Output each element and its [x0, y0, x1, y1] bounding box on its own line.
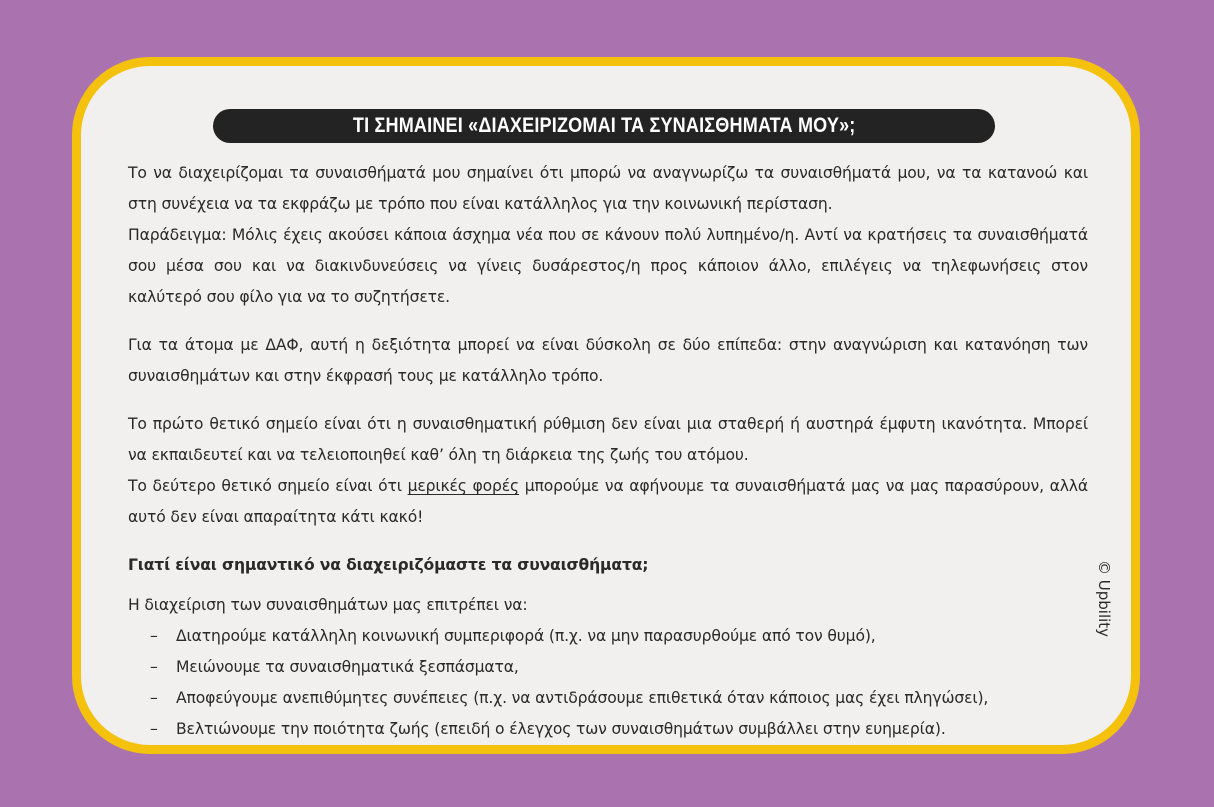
- example-paragraph: Παράδειγμα: Μόλις έχεις ακούσει κάποια άσχημα νέα που σε κάνουν πολύ λυπημένο/η. Αντί να κρατήσεις τα συναισθήματά σου μέσα σου και να διακινδυνεύσεις να γίνεις δυσάρεστος/η προς κάποιον άλλο, επιλέγεις να τηλεφωνήσεις στον καλύτερό σου φίλο για να το συζητήσετε.: [128, 226, 1088, 306]
- spacer: [128, 581, 1088, 590]
- asd-paragraph: Για τα άτομα με ΔΑΦ, αυτή η δεξιότητα μπορεί να είναι δύσκολη σε δύο επίπεδα: στην αναγνώριση και κατανόηση των συναισθημάτων και στην έκφρασή τους με κατάλληλο τρόπο.: [128, 336, 1088, 385]
- underlined-phrase: μερικές φορές: [407, 477, 520, 495]
- list-item: [128, 714, 1088, 745]
- card-content: [128, 158, 1088, 745]
- spacer: [128, 533, 1088, 550]
- title-bar: [213, 109, 995, 143]
- definition-paragraph: Το να διαχειρίζομαι τα συναισθήματά μου σημαίνει ότι μπορώ να αναγνωρίζω τα συναισθήματά μου, να τα κατανοώ και στη συνέχεια να τα εκφράζω με τρόπο που είναι κατάλληλος για την κοινωνική περίσταση.: [128, 164, 1088, 213]
- dash-bullet-icon: –: [150, 658, 158, 676]
- list-item-text: Μειώνουμε τα συναισθηματικά ξεσπάσματα,: [176, 658, 519, 676]
- second-point-end: μπορούμε να αφήνουμε τα συναισθήματά μας να μας παρασύρουν, αλλά αυτό δεν είναι απαραίτητα κάτι κακό!: [128, 477, 1088, 526]
- dash-bullet-icon: –: [150, 689, 158, 707]
- second-positive-paragraph: [128, 471, 1088, 533]
- list-item: [128, 683, 1088, 714]
- list-item-text: Βελτιώνουμε την ποιότητα ζωής (επειδή ο έλεγχος των συναισθημάτων συμβάλλει στην ευημερία).: [176, 720, 946, 738]
- list-item-text: Αποφεύγουμε ανεπιθύμητες συνέπειες (π.χ. να αντιδράσουμε επιθετικά όταν κάποιος μας έχει πληγώσει),: [176, 689, 989, 707]
- dash-bullet-icon: –: [150, 627, 158, 645]
- dash-bullet-icon: –: [150, 720, 158, 738]
- list-item: [128, 652, 1088, 683]
- page-title: ΤΙ ΣΗΜΑΙΝΕΙ «ΔΙΑΧΕΙΡΙΖΟΜΑΙ ΤΑ ΣΥΝΑΙΣΘΗΜΑΤΑ ΜΟΥ»;: [352, 114, 856, 137]
- why-heading: Γιατί είναι σημαντικό να διαχειριζόμαστε τα συναισθήματα;: [128, 556, 649, 574]
- benefits-intro: Η διαχείριση των συναισθημάτων μας επιτρέπει να:: [128, 596, 528, 614]
- spacer: [128, 392, 1088, 409]
- benefits-list: [128, 621, 1088, 745]
- list-item-text: Διατηρούμε κατάλληλη κοινωνική συμπεριφορά (π.χ. να μην παρασυρθούμε από τον θυμό),: [176, 627, 876, 645]
- second-point-start: Το δεύτερο θετικό σημείο είναι ότι: [128, 477, 408, 495]
- spacer: [128, 313, 1088, 330]
- list-item: [128, 621, 1088, 652]
- first-positive-paragraph: Το πρώτο θετικό σημείο είναι ότι η συναισθηματική ρύθμιση δεν είναι μια σταθερή ή αυστηρά έμφυτη ικανότητα. Μπορεί να εκπαιδευτεί και να τελειοποιηθεί καθ’ όλη τη διάρκεια της ζωής του ατόμου.: [128, 415, 1088, 464]
- copyright-notice: © Upbility: [1095, 560, 1113, 638]
